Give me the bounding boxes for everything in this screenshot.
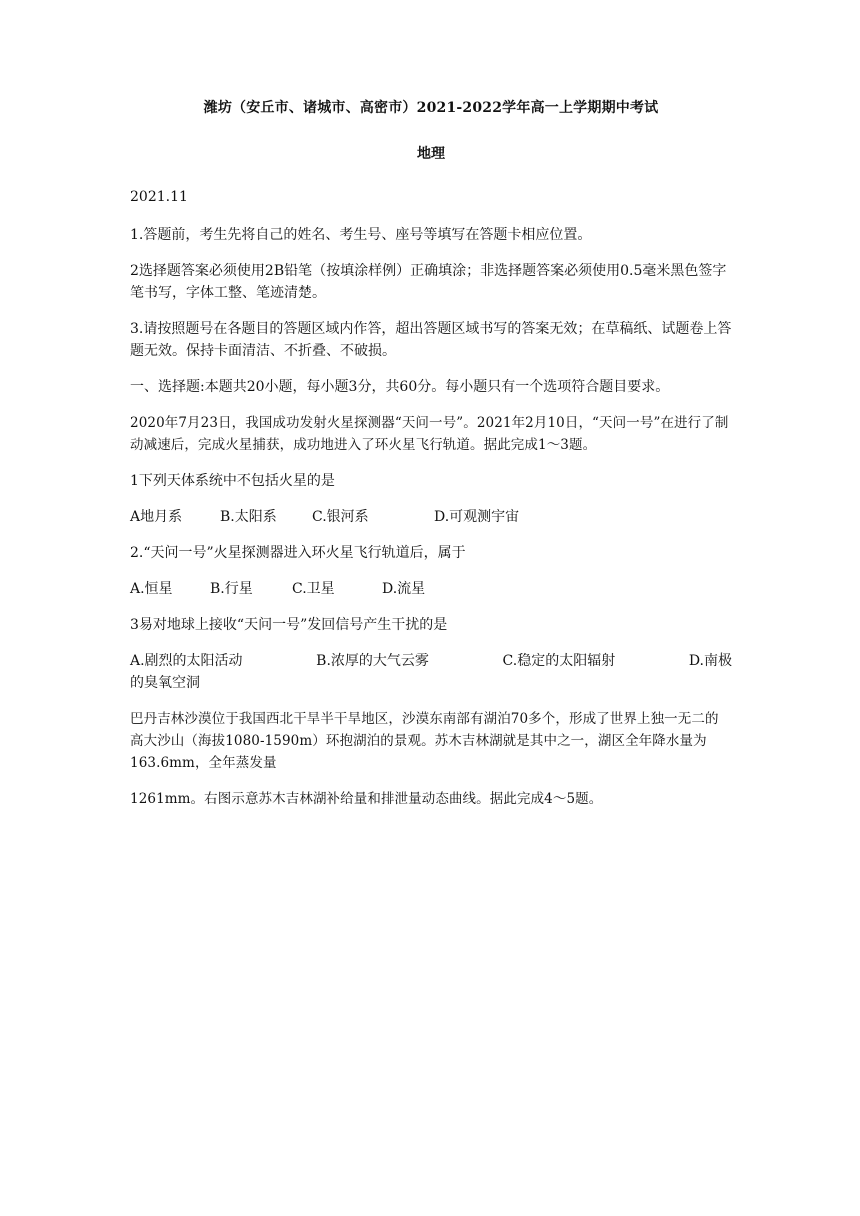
option-a: A.剧烈的太阳活动: [130, 653, 243, 669]
instruction-2: 2选择题答案必须使用2B铅笔（按填涂样例）正确填涂；非选择题答案必须使用0.5毫米黑色签字笔书写，字体工整、笔迹清楚。: [130, 263, 727, 301]
passage-mars: 2020年7月23日，我国成功发射火星探测器“天问一号”。2021年2月10日，“天问一号”在进行了制动减速后，完成火星捕获，成功地进入了环火星飞行轨道。据此完成1～3题。: [130, 415, 729, 453]
option-b: B.太阳系: [220, 509, 277, 525]
option-d: D.可观测宇宙: [434, 509, 520, 525]
option-b: B.浓厚的大气云雾: [316, 653, 429, 669]
section-heading: 一、选择题:本题共20小题，每小题3分，共60分。每小题只有一个选项符合题目要求。: [130, 379, 670, 395]
option-c: C.卫星: [292, 581, 335, 597]
question-1-options: [130, 506, 732, 528]
question-3-stem: 3易对地球上接收“天问一号”发回信号产生干扰的是: [130, 617, 448, 633]
exam-page: [130, 98, 732, 810]
option-d: D.流星: [382, 581, 426, 597]
option-a: A.恒星: [130, 581, 173, 597]
option-c: C.银河系: [312, 509, 369, 525]
passage-desert-lake-continued: 1261mm。右图示意苏木吉林湖补给量和排泄量动态曲线。据此完成4～5题。: [130, 791, 603, 807]
question-2-stem: 2.“天问一号”火星探测器进入环火星飞行轨道后，属于: [130, 545, 466, 561]
passage-desert-lake: 巴丹吉林沙漠位于我国西北干旱半干旱地区，沙漠东南部有湖泊70多个，形成了世界上独一无二的高大沙山（海拔1080-1590m）环抱湖泊的景观。苏木吉林湖就是其中之一，湖区全年降水量为163.6mm，全年蒸发量: [130, 711, 719, 771]
exam-date: 2021.11: [130, 189, 188, 205]
option-d: D.南极: [688, 653, 732, 669]
instruction-1: 1.答题前，考生先将自己的姓名、考生号、座号等填写在答题卡相应位置。: [130, 227, 592, 243]
option-a: A地月系: [130, 509, 183, 525]
question-3-options: [130, 650, 732, 694]
subject-title: 地理: [417, 146, 445, 162]
instruction-3: 3.请按照题号在各题目的答题区域内作答，超出答题区域书写的答案无效；在草稿纸、试题卷上答题无效。保持卡面清洁、不折叠、不破损。: [130, 321, 732, 359]
question-2-options: [130, 578, 732, 600]
exam-title: 潍坊（安丘市、诸城市、高密市）2021-2022学年高一上学期期中考试: [203, 100, 659, 116]
option-d-continuation: 的臭氧空洞: [130, 675, 200, 691]
question-1-stem: 1下列天体系统中不包括火星的是: [130, 473, 335, 489]
option-c: C.稳定的太阳辐射: [502, 653, 616, 669]
option-b: B.行星: [210, 581, 253, 597]
